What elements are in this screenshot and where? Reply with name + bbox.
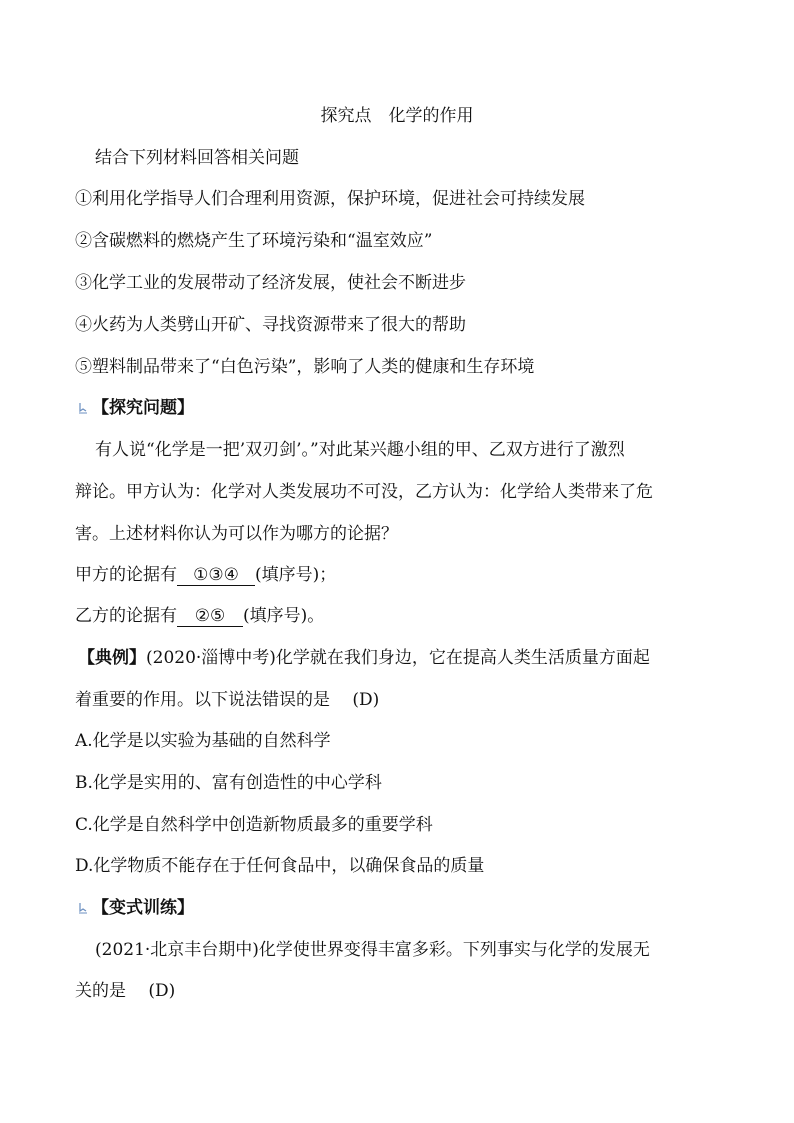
material-item: ③化学工业的发展带动了经济发展，使社会不断进步 xyxy=(75,273,466,293)
practice-line-2: 关的是 (D) xyxy=(75,981,176,1001)
material-item: ④火药为人类劈山开矿、寻找资源带来了很大的帮助 xyxy=(75,315,466,335)
material-item: ⑤塑料制品带来了“白色污染”，影响了人类的健康和生存环境 xyxy=(75,357,535,377)
example-tag: 【典例】 xyxy=(78,648,146,668)
answer-jia-suffix: (填序号)； xyxy=(255,565,337,585)
explore-header-label: 【探究问题】 xyxy=(92,398,194,418)
practice-section-header xyxy=(78,896,194,920)
material-item: ②含碳燃料的燃烧产生了环境污染和“温室效应” xyxy=(75,231,433,251)
answer-yi-blank: ②⑤ xyxy=(177,606,243,627)
example-line-2: 着重要的作用。以下说法错误的是 (D) xyxy=(75,690,380,710)
option-a: A.化学是以实验为基础的自然科学 xyxy=(75,731,331,751)
answer-yi-suffix: (填序号)。 xyxy=(243,606,325,626)
material-item: ①利用化学指导人们合理利用资源，保护环境，促进社会可持续发展 xyxy=(75,189,585,209)
option-d: D.化学物质不能存在于任何食品中，以确保食品的质量 xyxy=(75,856,485,876)
example-line-1 xyxy=(78,646,650,670)
question-line: 害。上述材料你认为可以作为哪方的论据？ xyxy=(75,524,398,544)
answer-jia-blank: ①③④ xyxy=(177,565,255,586)
page-title: 探究点 化学的作用 xyxy=(320,106,474,126)
intro-text: 结合下列材料回答相关问题 xyxy=(95,148,299,168)
answer-yi-prefix: 乙方的论据有 xyxy=(75,606,177,626)
example-text: (2020·淄博中考)化学就在我们身边，它在提高人类生活质量方面起 xyxy=(146,648,650,668)
option-c: C.化学是自然科学中创造新物质最多的重要学科 xyxy=(75,815,433,835)
explore-section-header xyxy=(78,396,194,420)
practice-header-label: 【变式训练】 xyxy=(92,898,194,918)
bookmark-icon xyxy=(78,402,88,414)
answer-jia xyxy=(75,563,336,587)
question-line: 辩论。甲方认为：化学对人类发展功不可没，乙方认为：化学给人类带来了危 xyxy=(75,482,653,502)
option-b: B.化学是实用的、富有创造性的中心学科 xyxy=(75,773,382,793)
answer-jia-prefix: 甲方的论据有 xyxy=(75,565,177,585)
answer-yi xyxy=(75,604,324,628)
practice-line-1: (2021·北京丰台期中)化学使世界变得丰富多彩。下列事实与化学的发展无 xyxy=(95,940,650,960)
bookmark-icon xyxy=(78,902,88,914)
question-line: 有人说“化学是一把’双刃剑’。”对此某兴趣小组的甲、乙双方进行了激烈 xyxy=(95,440,625,460)
